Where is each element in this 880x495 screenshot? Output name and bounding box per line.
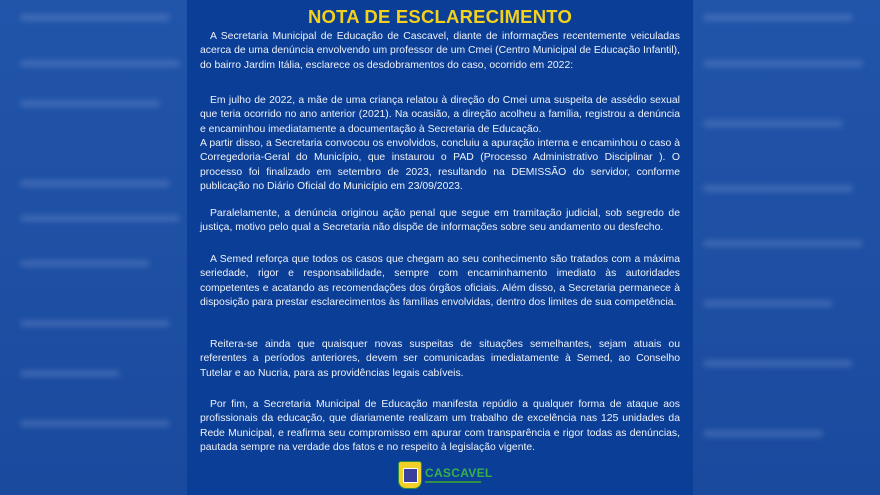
paragraph-text: Paralelamente, a denúncia originou ação penal que segue em tramitação judicial, sob segredo de justiça, motivo pelo qual a Secretaria não dispõe de informações sobre seu andamento ou desfecho. <box>200 208 680 234</box>
paragraph-text: Por fim, a Secretaria Municipal de Educação manifesta repúdio a qualquer forma de ataque aos profissionais da educação, que diariamente realizam um trabalho de excelência nas 125 unidades da Rede Municipal, e reafirma seu compromisso em apurar com transparência e rigor todas as denúncias, pautada sempre na verdade dos fatos e no respeito à legislação vigente. <box>200 399 680 453</box>
paragraph-text: Em julho de 2022, a mãe de uma criança relatou à direção do Cmei uma suspeita de assédio sexual que teria ocorrido no ano anterior (2021). Na ocasião, a direção acolheu a família, registrou a denúncia e encaminhou imediatamente a documentação à Secretaria de Educação. <box>200 95 680 135</box>
paragraph-report <box>200 94 680 137</box>
paragraph-text: A Semed reforça que todos os casos que chegam ao seu conhecimento são tratados com a máxima seriedade, rigor e responsabilidade, sempre com encaminhamento imediato às autoridades competentes e acatando as recomendações dos órgãos oficiais. Além disso, a Secretaria permanece à disposição para prestar esclarecimentos às famílias envolvidas, dentro dos limites de sua competência. <box>200 254 680 308</box>
crest-icon <box>398 461 422 489</box>
paragraph-text: A partir disso, a Secretaria convocou os envolvidos, concluiu a apuração interna e encaminhou o caso à Corregedoria-Geral do Município, que instaurou o PAD (Processo Administrativo Disciplinar ). O processo foi finalizado em setembro de 2023, resultando na DEMISSÃO do servidor, conforme publicação no Diário Oficial do Município em 23/09/2023. <box>200 138 680 192</box>
logo-text: CASCAVEL <box>425 466 493 480</box>
paragraph-reiterate <box>200 338 680 381</box>
paragraph-judicial <box>200 207 680 236</box>
paragraph-text: Reitera-se ainda que quaisquer novas suspeitas de situações semelhantes, sejam atuais ou referentes a períodos anteriores, devem ser comunicadas imediatamente à Semed, ao Conselho Tutelar e ao Nucria, para as providências legais cabíveis. <box>200 339 680 379</box>
paragraph-text: A Secretaria Municipal de Educação de Cascavel, diante de informações recentemente veiculadas acerca de uma denúncia envolvendo um professor de um Cmei (Centro Municipal de Educação Infantil), do bairro Jardim Itália, esclarece os desdobramentos do caso, ocorrido em 2022: <box>200 31 680 71</box>
notice-panel <box>187 0 693 495</box>
paragraph-closing <box>200 398 680 455</box>
cascavel-logo <box>398 461 493 489</box>
notice-title: NOTA DE ESCLARECIMENTO <box>307 6 573 27</box>
blurred-background-left <box>0 0 187 495</box>
paragraph-process <box>200 137 680 194</box>
blurred-background-right <box>693 0 880 495</box>
paragraph-intro <box>200 30 680 73</box>
paragraph-semed <box>200 253 680 310</box>
